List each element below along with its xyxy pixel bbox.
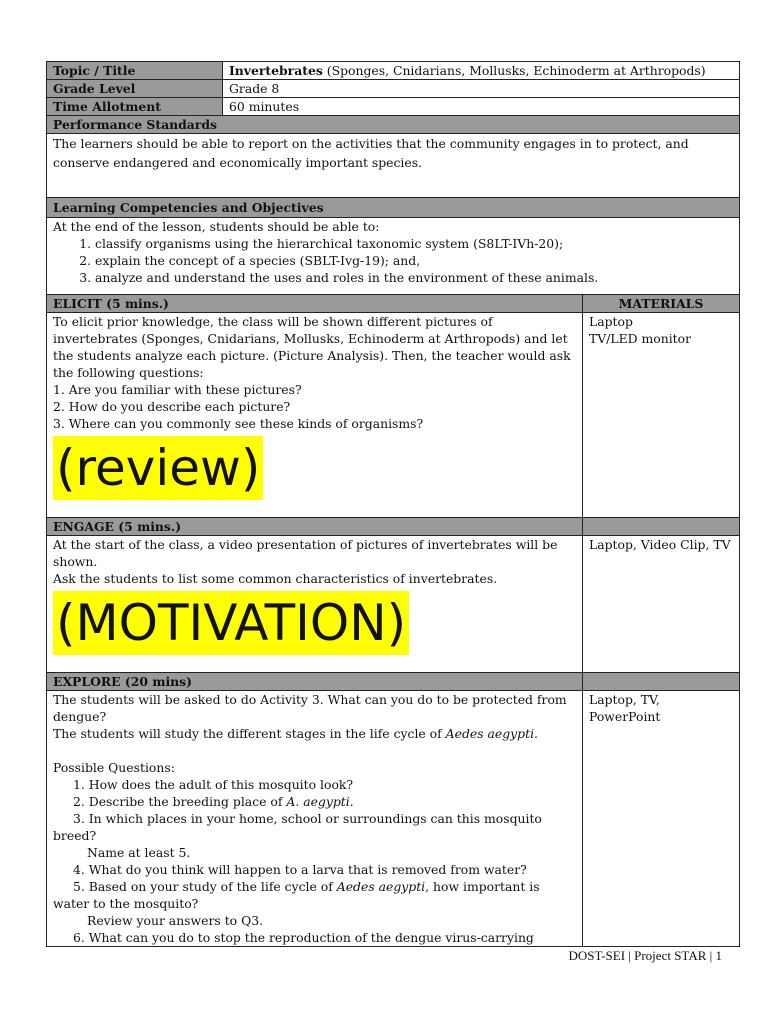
- engage-cell: [47, 536, 583, 673]
- elicit-heading: ELICIT (5 mins.): [47, 295, 583, 313]
- topic-value: [223, 62, 740, 80]
- lesson-plan: [46, 61, 739, 947]
- species-name: A. aegypti: [286, 794, 350, 809]
- engage-text: At the start of the class, a video presentation of pictures of invertebrates will be shown.: [53, 537, 558, 569]
- engage-materials: [583, 536, 740, 673]
- engage-heading: ENGAGE (5 mins.): [47, 518, 583, 536]
- explore-text-part: The students will study the different stages in the life cycle of: [53, 726, 446, 741]
- grade-label: Grade Level: [47, 80, 223, 98]
- competencies-intro: At the end of the lesson, students should be able to:: [53, 219, 380, 234]
- performance-cell: [47, 134, 740, 198]
- explore-question: 4. What do you think will happen to a larva that is removed from water?: [73, 862, 527, 877]
- engage-text: Ask the students to list some common characteristics of invertebrates.: [53, 571, 498, 586]
- material-item: Laptop, Video Clip, TV: [589, 537, 731, 552]
- elicit-question: 1. Are you familiar with these pictures?: [53, 382, 302, 397]
- explore-question: 6. What can you do to stop the reproduction of the dengue virus-carrying: [73, 930, 534, 945]
- explore-text: The students will be asked to do Activity 3. What can you do to be protected from dengue?: [53, 692, 567, 724]
- material-item: TV/LED monitor: [589, 331, 692, 346]
- elicit-question: 3. Where can you commonly see these kinds of organisms?: [53, 416, 424, 431]
- possible-questions: Possible Questions:: [53, 760, 175, 775]
- performance-heading: Performance Standards: [47, 116, 740, 134]
- question-note: Name at least 5.: [87, 845, 191, 860]
- species-name: Aedes aegypti.: [445, 726, 538, 741]
- materials-heading: MATERIALS: [583, 295, 740, 313]
- question-part: 5. Based on your study of the life cycle of: [73, 879, 337, 894]
- competencies-heading: Learning Competencies and Objectives: [47, 198, 740, 218]
- elicit-question: 2. How do you describe each picture?: [53, 399, 291, 414]
- explore-cell: [47, 691, 583, 947]
- time-label: Time Allotment: [47, 98, 223, 116]
- grade-row: [47, 80, 740, 98]
- review-highlight: (review): [53, 436, 263, 500]
- topic-label: Topic / Title: [47, 62, 223, 80]
- question-part: 2. Describe the breeding place of: [73, 794, 287, 809]
- material-item: Laptop, TV, PowerPoint: [589, 692, 661, 724]
- objectives-list: [53, 235, 733, 286]
- performance-text: The learners should be able to report on the activities that the community engages in to protect, and conserve endangered and economically important species.: [53, 136, 689, 170]
- explore-question: 3. In which places in your home, school or surroundings can this mosquito breed?: [53, 811, 542, 843]
- question-part: .: [349, 794, 354, 809]
- species-name: Aedes aegypti: [336, 879, 426, 894]
- objective-item: 2. explain the concept of a species (SBLT-Ivg-19); and,: [95, 252, 733, 269]
- objective-item: 3. analyze and understand the uses and roles in the environment of these animals.: [95, 269, 733, 286]
- spacer: [53, 742, 576, 759]
- motivation-highlight: (MOTIVATION): [53, 591, 409, 655]
- topic-bold: Invertebrates: [229, 63, 323, 78]
- elicit-cell: [47, 313, 583, 518]
- explore-materials-heading: [583, 673, 740, 691]
- explore-question: [53, 793, 576, 810]
- question-part: , how important is water to the mosquito?: [53, 879, 540, 911]
- time-row: [47, 98, 740, 116]
- explore-text: [53, 725, 576, 742]
- explore-question: [53, 878, 576, 912]
- explore-materials: [583, 691, 740, 947]
- time-value: 60 minutes: [223, 98, 740, 116]
- explore-heading: EXPLORE (20 mins): [47, 673, 583, 691]
- topic-row: [47, 62, 740, 80]
- material-item: Laptop: [589, 314, 633, 329]
- question-note: Review your answers to Q3.: [87, 913, 264, 928]
- grade-value: Grade 8: [223, 80, 740, 98]
- competencies-cell: [47, 218, 740, 295]
- lesson-plan-table: [46, 61, 740, 947]
- objective-item: 1. classify organisms using the hierarchical taxonomic system (S8LT-IVh-20);: [95, 235, 733, 252]
- elicit-materials: [583, 313, 740, 518]
- engage-materials-heading: [583, 518, 740, 536]
- elicit-text: To elicit prior knowledge, the class will be shown different pictures of invertebrates (Sponges, Cnidarians, Mollusks, Echinoderm at Arthropods) and let the students analyze each picture. (Picture Analysis). Then, the teacher would ask the following questions:: [53, 314, 571, 380]
- page-footer: DOST-SEI | Project STAR | 1: [568, 948, 722, 963]
- topic-rest: (Sponges, Cnidarians, Mollusks, Echinoderm at Arthropods): [322, 63, 706, 78]
- explore-question: 1. How does the adult of this mosquito look?: [73, 777, 354, 792]
